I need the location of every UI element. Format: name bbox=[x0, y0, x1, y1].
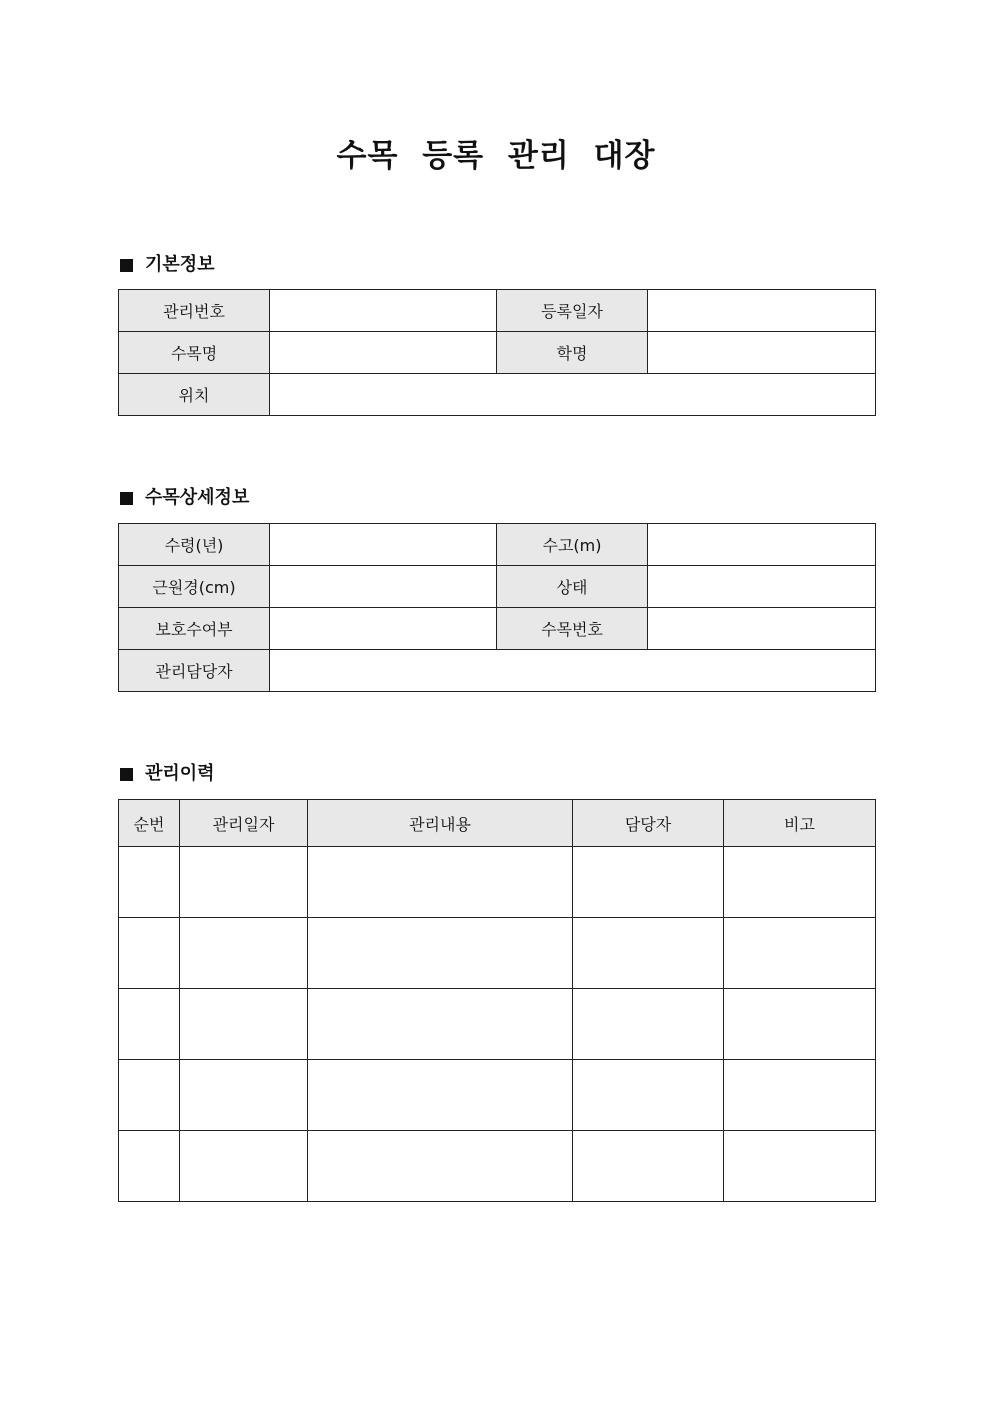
content-cell[interactable] bbox=[308, 918, 573, 989]
location-field[interactable] bbox=[270, 374, 876, 416]
registration-date-field[interactable] bbox=[648, 290, 876, 332]
label-scientific-name: 학명 bbox=[497, 332, 648, 374]
label-tree-name: 수목명 bbox=[119, 332, 270, 374]
content-cell[interactable] bbox=[308, 1060, 573, 1131]
section-heading-basic-info bbox=[120, 253, 215, 277]
note-cell[interactable] bbox=[724, 1131, 876, 1202]
label-condition: 상태 bbox=[497, 566, 648, 608]
person-cell[interactable] bbox=[573, 1060, 724, 1131]
table-row bbox=[119, 1060, 876, 1131]
column-header-seq: 순번 bbox=[119, 800, 180, 847]
square-bullet-icon bbox=[120, 492, 133, 505]
table-row bbox=[119, 374, 876, 416]
manager-field[interactable] bbox=[270, 650, 876, 692]
section-heading-history bbox=[120, 762, 215, 786]
content-cell[interactable] bbox=[308, 1131, 573, 1202]
person-cell[interactable] bbox=[573, 847, 724, 918]
section-title: 기본정보 bbox=[145, 254, 215, 275]
detail-info-table bbox=[118, 523, 876, 692]
table-row bbox=[119, 847, 876, 918]
column-header-note: 비고 bbox=[724, 800, 876, 847]
date-cell[interactable] bbox=[180, 989, 308, 1060]
tree-age-field[interactable] bbox=[270, 524, 497, 566]
tree-number-field[interactable] bbox=[648, 608, 876, 650]
condition-field[interactable] bbox=[648, 566, 876, 608]
tree-height-field[interactable] bbox=[648, 524, 876, 566]
label-location: 위치 bbox=[119, 374, 270, 416]
section-title: 관리이력 bbox=[145, 763, 215, 784]
label-registration-date: 등록일자 bbox=[497, 290, 648, 332]
column-header-person: 담당자 bbox=[573, 800, 724, 847]
section-title: 수목상세정보 bbox=[145, 487, 250, 508]
table-row bbox=[119, 918, 876, 989]
seq-cell[interactable] bbox=[119, 1060, 180, 1131]
person-cell[interactable] bbox=[573, 918, 724, 989]
table-row bbox=[119, 566, 876, 608]
label-tree-number: 수목번호 bbox=[497, 608, 648, 650]
table-row bbox=[119, 650, 876, 692]
note-cell[interactable] bbox=[724, 847, 876, 918]
date-cell[interactable] bbox=[180, 1131, 308, 1202]
label-tree-age: 수령(년) bbox=[119, 524, 270, 566]
history-table bbox=[118, 799, 876, 1202]
scientific-name-field[interactable] bbox=[648, 332, 876, 374]
section-heading-detail-info bbox=[120, 486, 249, 510]
table-row bbox=[119, 332, 876, 374]
table-row bbox=[119, 524, 876, 566]
label-tree-height: 수고(m) bbox=[497, 524, 648, 566]
root-diameter-field[interactable] bbox=[270, 566, 497, 608]
date-cell[interactable] bbox=[180, 918, 308, 989]
table-row bbox=[119, 290, 876, 332]
management-number-field[interactable] bbox=[270, 290, 497, 332]
table-row bbox=[119, 989, 876, 1060]
content-cell[interactable] bbox=[308, 989, 573, 1060]
table-header-row bbox=[119, 800, 876, 847]
basic-info-table bbox=[118, 289, 876, 416]
column-header-content: 관리내용 bbox=[308, 800, 573, 847]
note-cell[interactable] bbox=[724, 918, 876, 989]
note-cell[interactable] bbox=[724, 989, 876, 1060]
square-bullet-icon bbox=[120, 768, 133, 781]
seq-cell[interactable] bbox=[119, 847, 180, 918]
note-cell[interactable] bbox=[724, 1060, 876, 1131]
person-cell[interactable] bbox=[573, 989, 724, 1060]
label-root-diameter: 근원경(cm) bbox=[119, 566, 270, 608]
column-header-date: 관리일자 bbox=[180, 800, 308, 847]
date-cell[interactable] bbox=[180, 847, 308, 918]
label-management-number: 관리번호 bbox=[119, 290, 270, 332]
tree-name-field[interactable] bbox=[270, 332, 497, 374]
label-manager: 관리담당자 bbox=[119, 650, 270, 692]
date-cell[interactable] bbox=[180, 1060, 308, 1131]
table-row bbox=[119, 608, 876, 650]
content-cell[interactable] bbox=[308, 847, 573, 918]
seq-cell[interactable] bbox=[119, 1131, 180, 1202]
person-cell[interactable] bbox=[573, 1131, 724, 1202]
table-row bbox=[119, 1131, 876, 1202]
label-protected-tree: 보호수여부 bbox=[119, 608, 270, 650]
square-bullet-icon bbox=[120, 259, 133, 272]
seq-cell[interactable] bbox=[119, 989, 180, 1060]
protected-tree-field[interactable] bbox=[270, 608, 497, 650]
page-title: 수목 등록 관리 대장 bbox=[336, 138, 656, 174]
seq-cell[interactable] bbox=[119, 918, 180, 989]
